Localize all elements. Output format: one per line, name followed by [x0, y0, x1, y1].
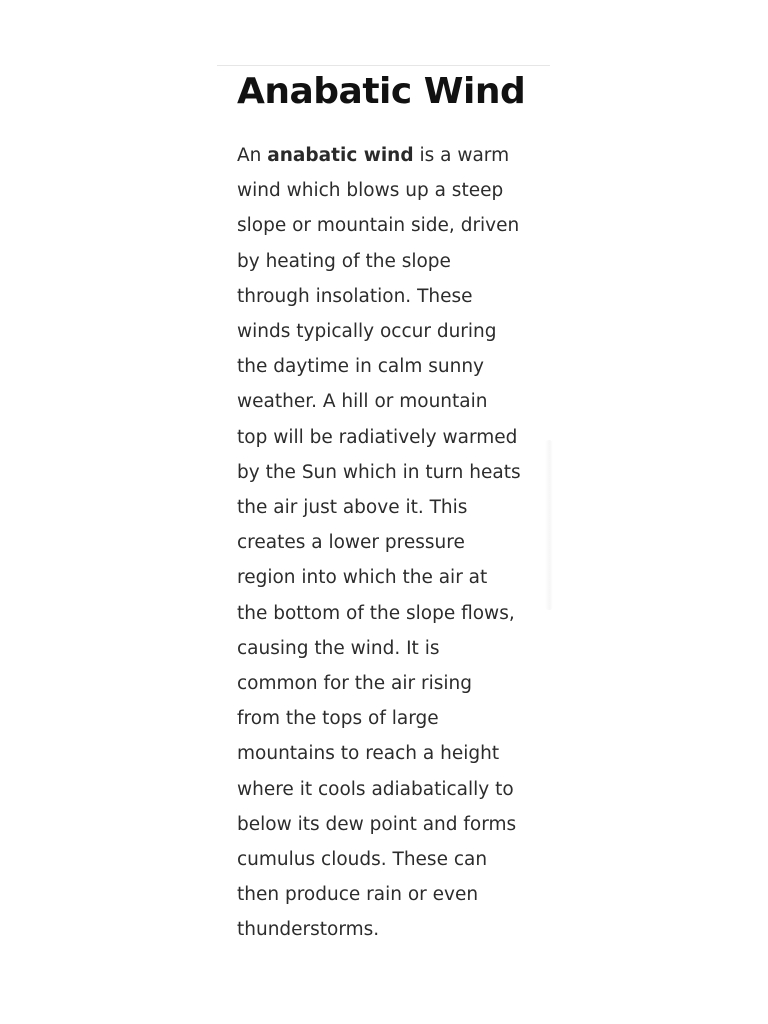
article-line: then produce rain or even [237, 884, 479, 906]
article-line: weather. A hill or mountain [237, 391, 488, 413]
top-divider [217, 65, 550, 66]
article-title: Anabatic Wind [237, 71, 526, 112]
article-line: by the Sun which in turn heats [237, 461, 521, 483]
article-line: where it cools adiabatically to [237, 778, 514, 800]
article-line: creates a lower pressure [237, 532, 465, 554]
article-line: top will be radiatively warmed [237, 426, 518, 448]
article-line: cumulus clouds. These can [237, 849, 488, 871]
article-line: thunderstorms. [237, 919, 380, 941]
article-line: region into which the air at [237, 567, 488, 589]
article-line: from the tops of large [237, 708, 439, 730]
article [237, 68, 527, 948]
article-line: by heating of the slope [237, 250, 451, 272]
intro-prefix: An [237, 145, 268, 166]
bold-term: anabatic wind [267, 145, 414, 166]
article-line: mountains to reach a height [237, 743, 500, 765]
article-line: common for the air rising [237, 673, 472, 695]
scroll-shadow [545, 440, 553, 610]
article-line: wind which blows up a steep [237, 180, 504, 202]
intro-suffix: is a warm [413, 145, 510, 166]
article-line [237, 138, 527, 173]
article-body [237, 138, 527, 948]
article-line: the daytime in calm sunny [237, 356, 485, 378]
article-line: the air just above it. This [237, 497, 468, 519]
article-line: winds typically occur during [237, 321, 497, 343]
article-line: slope or mountain side, driven [237, 215, 520, 237]
article-line: causing the wind. It is [237, 637, 440, 659]
article-line: below its dew point and forms [237, 813, 517, 835]
article-line: through insolation. These [237, 285, 473, 307]
article-line: the bottom of the slope flows, [237, 602, 515, 624]
